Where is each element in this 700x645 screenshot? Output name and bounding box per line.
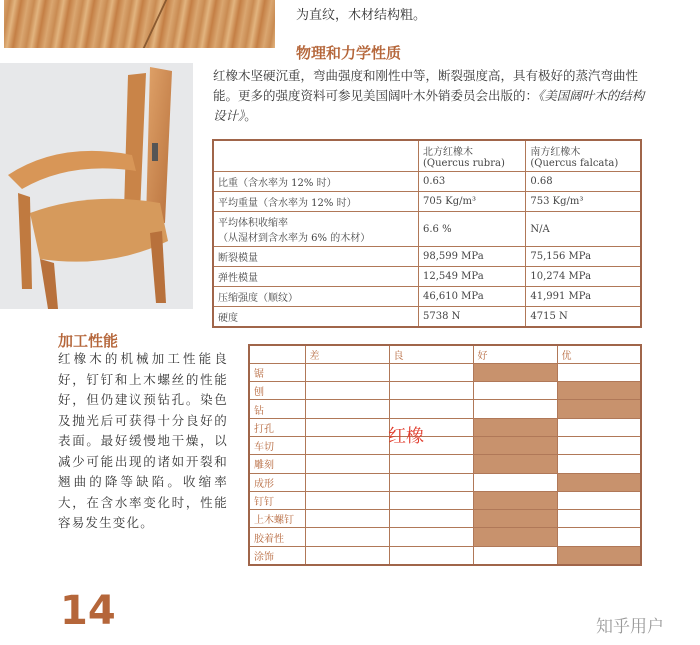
rating-level-fill: [473, 528, 557, 546]
table-row: [213, 212, 641, 247]
rating-cell: [305, 400, 389, 418]
rating-row-label: 成形: [249, 473, 305, 491]
rating-level-fill: [473, 363, 557, 381]
rating-row-label: 锯: [249, 363, 305, 381]
rating-row-label: 胶着性: [249, 528, 305, 546]
table-cell: 75,156 MPa: [526, 247, 641, 267]
physical-paragraph: [213, 66, 653, 126]
rating-row: [249, 473, 641, 491]
table-cell: 压缩强度（顺纹）: [213, 287, 419, 307]
rating-row-label: 刨: [249, 382, 305, 400]
rating-row: [249, 363, 641, 381]
table-cell: 753 Kg/m³: [526, 192, 641, 212]
rating-cell: [557, 528, 641, 546]
rating-header-cell: [249, 345, 305, 363]
rating-row: [249, 436, 641, 454]
table-cell: 5738 N: [419, 307, 526, 328]
rating-cell: [305, 418, 389, 436]
rating-cell: [473, 400, 557, 418]
rating-cell: [305, 382, 389, 400]
top-line-text: 为直纹，木材结构粗。: [296, 8, 427, 23]
table-cell: 硬度: [213, 307, 419, 328]
rating-row-label: 雕刻: [249, 455, 305, 473]
processing-heading: 加工性能: [58, 332, 119, 350]
red-oak-overlay-label: 红橡: [388, 426, 424, 447]
table-cell: 4715 N: [526, 307, 641, 328]
rating-level-fill: [473, 418, 557, 436]
rating-cell: [389, 546, 473, 564]
rating-cell: [473, 382, 557, 400]
table-cell: 46,610 MPa: [419, 287, 526, 307]
rating-row-label: 车切: [249, 436, 305, 454]
table-header-cell: 南方红橡木 (Quercus falcata): [526, 140, 641, 172]
rating-scale-fine: 好: [473, 345, 557, 363]
rating-cell: [389, 382, 473, 400]
table-cell: 比重（含水率为 12% 时）: [213, 172, 419, 192]
rating-level-fill: [473, 510, 557, 528]
table-cell: 6.6 %: [419, 212, 526, 247]
rating-cell: [473, 473, 557, 491]
rating-cell: [557, 436, 641, 454]
table-cell: 98,599 MPa: [419, 247, 526, 267]
physical-paragraph-main: 红橡木坚硬沉重，弯曲强度和刚性中等，断裂强度高，具有极好的蒸汽弯曲性能。更多的强度资料可参见美国阔叶木外销委员会出版的：: [213, 68, 639, 103]
properties-table: [212, 139, 642, 328]
rating-cell: [557, 363, 641, 381]
table-row: [213, 172, 641, 192]
rating-header-row: [249, 345, 641, 363]
physical-heading: 物理和力学性质: [296, 44, 402, 62]
table-row: [213, 192, 641, 212]
table-row: [213, 247, 641, 267]
rating-cell: [305, 491, 389, 509]
physical-paragraph-end: 。: [244, 108, 257, 123]
rating-row: [249, 382, 641, 400]
rating-level-fill: [473, 491, 557, 509]
table-row: [213, 287, 641, 307]
rating-cell: [389, 455, 473, 473]
watermark: 知乎用户: [596, 617, 664, 637]
table-row: [213, 307, 641, 328]
rating-cell: [557, 510, 641, 528]
rating-cell: [305, 363, 389, 381]
rating-row: [249, 546, 641, 564]
processing-paragraph: 红橡木的机械加工性能良好，钉钉和上木螺丝的性能好，但仍建议预钻孔。染色及抛光后可获得十分良好的表面。最好缓慢地干燥，以减少可能出现的诸如开裂和翘曲的降等缺陷。收缩率大，在含水率变化时，性能容易发生变化。: [58, 351, 228, 530]
rating-row: [249, 455, 641, 473]
table-header-row: [213, 140, 641, 172]
table-cell: 705 Kg/m³: [419, 192, 526, 212]
rating-cell: [389, 528, 473, 546]
table-cell: 10,274 MPa: [526, 267, 641, 287]
rating-cell: [557, 455, 641, 473]
rating-cell: [305, 510, 389, 528]
rating-cell: [389, 400, 473, 418]
wood-grain-photo: [4, 0, 275, 48]
table-cell: 12,549 MPa: [419, 267, 526, 287]
reference-title: 《美国阔叶木的结构设计》: [213, 88, 645, 123]
rating-row: [249, 510, 641, 528]
rating-level-fill: [557, 473, 641, 491]
table-cell: 平均体积收缩率 （从湿材到含水率为 6% 的木材）: [213, 212, 419, 247]
page-number: 14: [60, 588, 116, 634]
rating-row-label: 涂饰: [249, 546, 305, 564]
rating-row: [249, 400, 641, 418]
rating-scale-poor: 差: [305, 345, 389, 363]
rating-level-fill: [557, 546, 641, 564]
rating-cell: [305, 436, 389, 454]
rating-level-fill: [473, 455, 557, 473]
table-cell: N/A: [526, 212, 641, 247]
rating-row: [249, 528, 641, 546]
rating-cell: [557, 491, 641, 509]
table-header-cell: [213, 140, 419, 172]
rating-cell: [305, 473, 389, 491]
rating-scale-good: 良: [389, 345, 473, 363]
rating-level-fill: [557, 400, 641, 418]
table-cell: 平均重量（含水率为 12% 时）: [213, 192, 419, 212]
rating-cell: [305, 528, 389, 546]
rating-cell: [305, 546, 389, 564]
rating-level-fill: [557, 382, 641, 400]
rating-cell: [389, 473, 473, 491]
table-cell: 弹性模量: [213, 267, 419, 287]
rating-cell: [305, 455, 389, 473]
rating-row: [249, 418, 641, 436]
rating-row-label: 钉钉: [249, 491, 305, 509]
rating-row-label: 上木螺钉: [249, 510, 305, 528]
rating-cell: [557, 418, 641, 436]
rating-row-label: 钻: [249, 400, 305, 418]
chair-photo: [0, 63, 193, 309]
rating-cell: [389, 363, 473, 381]
rating-cell: [389, 510, 473, 528]
rating-cell: [473, 546, 557, 564]
table-row: [213, 267, 641, 287]
table-cell: 断裂模量: [213, 247, 419, 267]
rating-table: [248, 344, 642, 566]
table-cell: 41,991 MPa: [526, 287, 641, 307]
table-cell: 0.63: [419, 172, 526, 192]
rating-row: [249, 491, 641, 509]
rating-row-label: 打孔: [249, 418, 305, 436]
rating-cell: [389, 491, 473, 509]
rating-scale-excellent: 优: [557, 345, 641, 363]
rating-level-fill: [473, 436, 557, 454]
table-header-cell: 北方红橡木 (Quercus rubra): [419, 140, 526, 172]
table-cell: 0.68: [526, 172, 641, 192]
